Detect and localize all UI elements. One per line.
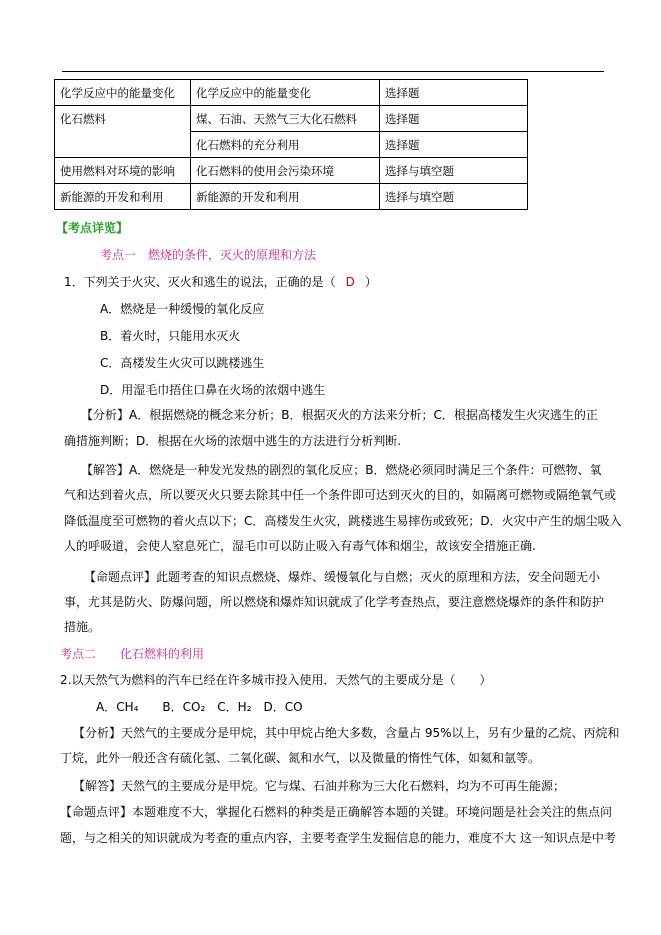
table-cell: 新能源的开发和利用 (191, 184, 380, 210)
q1-option-c: C．高楼发生火灾可以跳楼逃生 (100, 356, 265, 370)
q1-solution-line: 人的呼吸道，会使人窒息死亡，湿毛巾可以防止吸入有毒气体和烟尘，故该安全措施正确. (64, 539, 536, 553)
q2-comment-line: 【命题点评】本题难度不大，掌握化石燃料的种类是正确解答本题的关键。环境问题是社会关注的焦点问 (60, 805, 613, 819)
q2-analysis-line: 【分析】天然气的主要成分是甲烷，其中甲烷占绝大多数，含量占 95%以上，另有少量的乙烷、丙烷和 (73, 726, 620, 740)
q1-analysis-line: 【分析】A．根据燃烧的概念来分析；B．根据灭火的方法来分析；C．根据高楼发生火灾逃生的正 (81, 408, 598, 422)
table-row (55, 80, 528, 106)
q1-option-b: B．着火时，只能用水灭火 (100, 329, 241, 343)
q1-analysis-line: 确措施判断；D．根据在火场的浓烟中逃生的方法进行分析判断. (64, 434, 402, 448)
table-cell: 煤、石油、天然气三大化石燃料 (191, 106, 380, 132)
table-row (55, 106, 528, 132)
q2-comment-line: 题，与之相关的知识就成为考查的重点内容，主要考查学生发掘信息的能力，难度不大 这一知识点是中考 (60, 831, 616, 845)
table-cell: 使用燃料对环境的影响 (55, 158, 191, 184)
table-cell: 选择题 (380, 80, 528, 106)
table-row (55, 184, 528, 210)
q1-stem-text: 1．下列关于火灾、灭火和逃生的说法，正确的是（ (64, 275, 336, 289)
q1-answer: D (345, 275, 355, 289)
section-heading: 【考点详览】 (56, 221, 129, 235)
q1-option-d: D．用湿毛巾捂住口鼻在火场的浓烟中逃生 (100, 383, 326, 397)
table-cell: 化石燃料的充分利用 (191, 132, 380, 158)
table-cell: 选择题 (380, 106, 528, 132)
q2-stem: 2.以天然气为燃料的汽车已经在许多城市投入使用．天然气的主要成分是（ ） (60, 673, 492, 687)
q1-comment-line: 措施。 (64, 620, 101, 634)
q2-analysis-line: 丁烷，此外一般还含有硫化氢、二氧化碳、氮和水气，以及微量的惰性气体，如氦和氩等。 (60, 751, 541, 765)
table-cell: 新能源的开发和利用 (55, 184, 191, 210)
table-cell: 选择与填空题 (380, 158, 528, 184)
q1-solution-line: 降低温度至可燃物的着火点以下；C．高楼发生火灾，跳楼逃生易摔伤或致死；D．火灾中产生的烟尘吸入 (64, 514, 622, 528)
q1-comment-line: 事，尤其是防火、防爆问题，所以燃烧和爆炸知识就成了化学考查热点，要注意燃烧爆炸的条件和防护 (64, 595, 605, 609)
header-rule (62, 71, 604, 72)
table-cell: 化石燃料 (55, 106, 191, 158)
q2-solution: 【解答】天然气的主要成分是甲烷。它与煤、石油并称为三大化石燃料，均为不可再生能源； (73, 779, 566, 793)
table-cell: 选择与填空题 (380, 184, 528, 210)
kaodian-2-heading: 考点二 化石燃料的利用 (60, 647, 205, 661)
table-cell: 选择题 (380, 132, 528, 158)
q1-stem (64, 274, 377, 290)
q1-stem-close: ） (364, 275, 377, 289)
kaodian-1-heading: 考点一 燃烧的条件，灭火的原理和方法 (100, 248, 317, 262)
q1-solution-line: 气和达到着火点，所以要灭火只要去除其中任一个条件即可达到灭火的目的，如隔离可燃物或隔绝氧气或 (64, 488, 617, 502)
q2-options: A．CH₄ B．CO₂ C．H₂ D．CO (96, 700, 303, 714)
topic-table (54, 79, 528, 210)
q1-option-a: A．燃烧是一种缓慢的氧化反应 (100, 302, 265, 316)
table-cell: 化学反应中的能量变化 (191, 80, 380, 106)
q1-solution-line: 【解答】A．燃烧是一种发光发热的剧烈的氧化反应；B．燃烧必须同时满足三个条件：可燃物、氧 (81, 463, 602, 477)
table-cell: 化学反应中的能量变化 (55, 80, 191, 106)
table-cell: 化石燃料的使用会污染环境 (191, 158, 380, 184)
table-row (55, 158, 528, 184)
q1-comment-line: 【命题点评】此题考查的知识点燃烧、爆炸、缓慢氧化与自燃；灭火的原理和方法，安全问题无小 (84, 570, 601, 584)
